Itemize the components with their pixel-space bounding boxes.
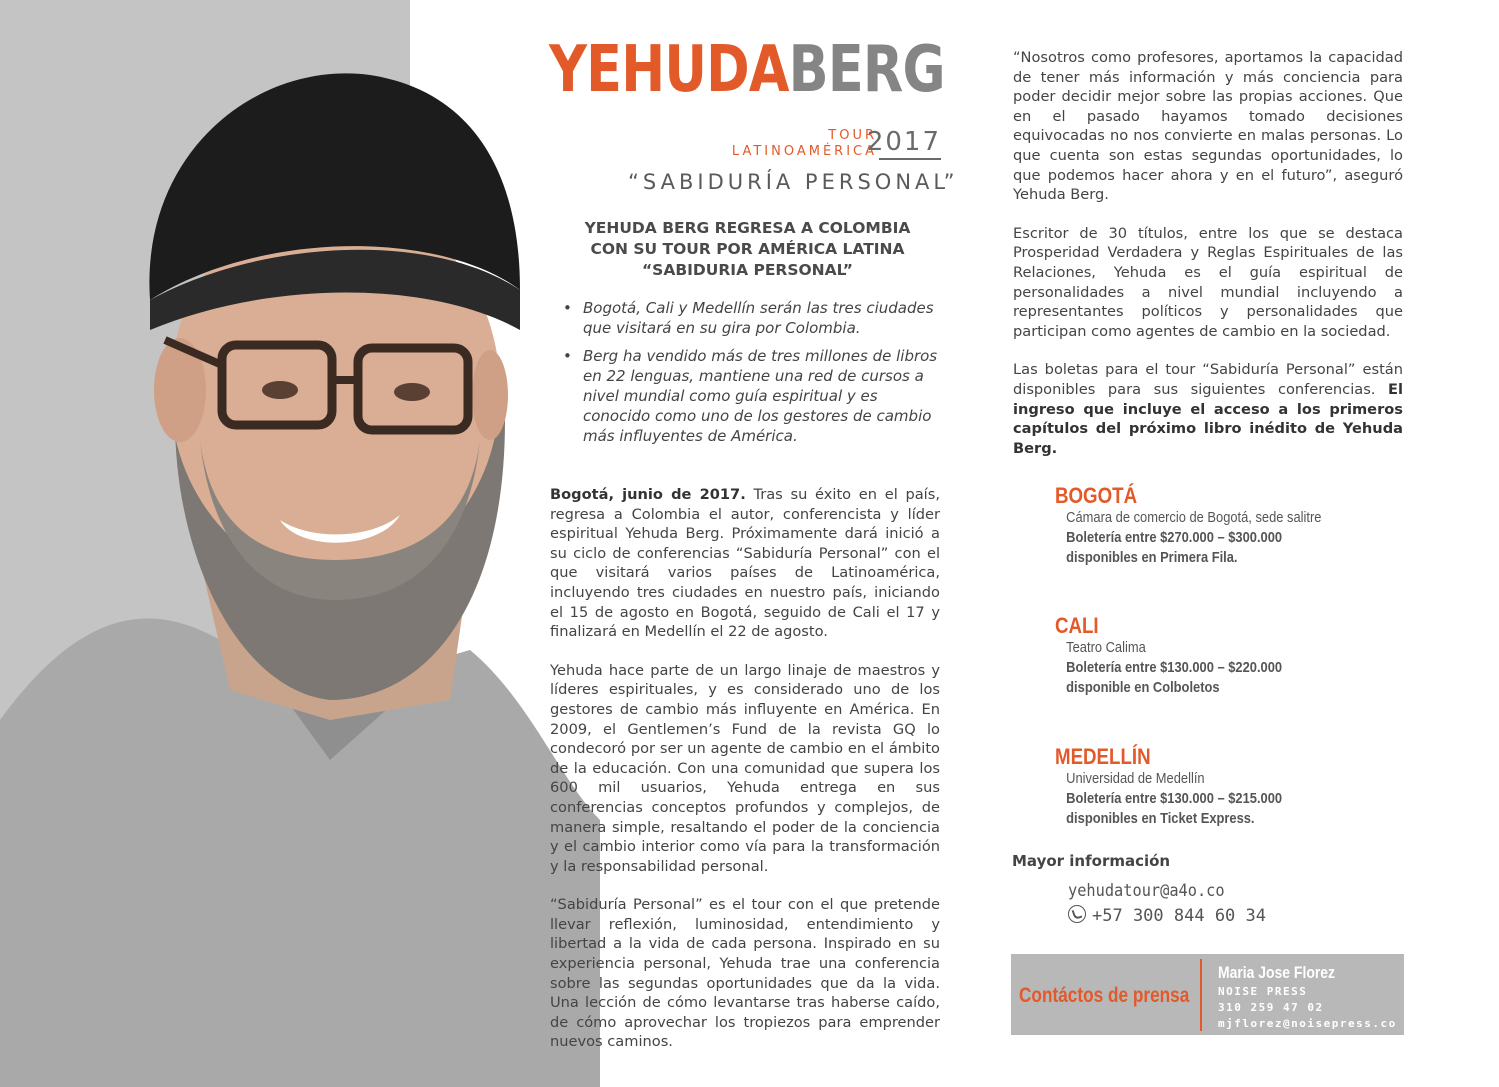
tour-subtitle: “SABIDURÍA PERSONAL”	[628, 170, 959, 194]
press-company: NOISE PRESS	[1218, 985, 1308, 998]
venue-place: Teatro Calima	[1066, 639, 1146, 656]
portrait-photo	[0, 0, 600, 1087]
tour-year: 2017	[866, 127, 941, 157]
venue-medellin	[1055, 745, 1319, 829]
bullet-dot-icon: •	[563, 299, 572, 317]
tour-badge	[727, 128, 941, 160]
venue-sale: disponibles en Ticket Express.	[1066, 810, 1255, 827]
title-last-name: BERG	[788, 33, 945, 107]
venue-city: BOGOTÁ	[1055, 483, 1138, 508]
paragraph-6-text: Las boletas para el tour “Sabiduría Personal” están disponibles para sus siguientes conferencias.	[1013, 361, 1403, 398]
venue-sale: disponible en Colboletos	[1066, 679, 1220, 696]
paragraph-2: Yehuda hace parte de un largo linaje de maestros y líderes espirituales, y es considerado uno de los gestores de cambio más influyente en América. En 2009, el Gentlemen’s Fund de la revista GQ lo condecoró por ser un agente de cambio en el ámbito de la educación. Con una comunidad que supera los 600 mil usuarios, Yehuda entrega en sus conferencias conceptos profundos y complejos, de manera simple, resaltando el poder de la conciencia y el cambio interior como vía para la transformación y la responsabilidad personal.	[550, 661, 940, 875]
press-divider	[1200, 959, 1202, 1031]
dateline: Bogotá, junio de 2017.	[550, 486, 746, 503]
press-contact-name: Maria Jose Florez	[1218, 963, 1335, 982]
press-phone[interactable]: 310 259 47 02	[1218, 1001, 1324, 1014]
paragraph-3: “Sabiduría Personal” es el tour con el que pretende llevar reflexión, luminosidad, entendimiento y libertad a la vida de cada persona. Inspirado en su experiencia personal, Yehuda trae una conferencia sobre las segundas oportunidades que da la vida. Una lección de cómo levantarse tras haberse caído, de cómo aprovechar los tropiezos para emprender nuevos caminos.	[550, 896, 940, 1051]
venue-price: Boletería entre $270.000 – $300.000	[1066, 529, 1283, 546]
contact-email[interactable]: yehudatour@a4o.co	[1068, 881, 1225, 901]
paragraph-4: “Nosotros como profesores, aportamos la capacidad de tener más información y más conciencia para poder decidir mejor sobre las propias acciones. Que en el pasado hayamos tomado decisiones equivocadas no nos convierte en malas personas. Lo que cuenta son estas segundas oportunidades, lo que podemos hacer ahora y en el futuro”, aseguró Yehuda Berg.	[1013, 49, 1403, 204]
body-column-right	[1013, 48, 1403, 477]
venue-sale: disponibles en Primera Fila.	[1066, 549, 1238, 566]
press-email[interactable]: mjflorez@noisepress.co	[1218, 1017, 1397, 1030]
paragraph-6-bold: El ingreso que incluye el acceso a los primeros capítulos del próximo libro inédito de Yehuda Berg.	[1013, 380, 1403, 457]
headline-line-1: YEHUDA BERG REGRESA A COLOMBIA	[584, 219, 911, 237]
more-info-title: Mayor información	[1012, 852, 1171, 870]
tour-region: LATINOAMÉRICA	[731, 144, 877, 159]
contact-phone-number: +57 300 844 60 34	[1092, 906, 1266, 926]
venue-bogota	[1055, 484, 1365, 568]
main-title	[549, 33, 945, 107]
bullet-dot-icon: •	[563, 347, 572, 365]
venue-price: Boletería entre $130.000 – $215.000	[1066, 790, 1283, 807]
bullet-text: Berg ha vendido más de tres millones de libros en 22 lenguas, mantiene una red de cursos a nivel mundial como guía espiritual y es conocido como uno de los gestores de cambio más influyentes de América.	[583, 347, 938, 445]
whatsapp-icon	[1068, 905, 1086, 923]
venue-city: MEDELLÍN	[1055, 744, 1151, 769]
press-contact-box	[1011, 954, 1404, 1035]
contact-phone[interactable]	[1068, 905, 1266, 926]
tour-underline	[879, 158, 941, 160]
venue-place: Cámara de comercio de Bogotá, sede salitre	[1066, 509, 1322, 526]
venue-cali	[1055, 614, 1319, 698]
venue-price: Boletería entre $130.000 – $220.000	[1066, 659, 1283, 676]
headline-line-2: CON SU TOUR POR AMÉRICA LATINA	[590, 240, 905, 258]
bullet-item	[563, 298, 948, 338]
bullet-item	[563, 346, 948, 446]
bullet-text: Bogotá, Cali y Medellín serán las tres ciudades que visitará en su gira por Colombia.	[583, 299, 934, 337]
highlight-bullets	[563, 298, 948, 454]
title-first-name: YEHUDA	[549, 33, 789, 107]
press-label: Contáctos de prensa	[1019, 984, 1190, 1007]
venue-place: Universidad de Medellín	[1066, 770, 1205, 787]
headline-line-3: “SABIDURIA PERSONAL”	[641, 261, 853, 279]
paragraph-6	[1013, 360, 1403, 458]
paragraph-1-text: Tras su éxito en el país, regresa a Colombia el autor, conferencista y líder espiritual Yehuda Berg. Próximamente dará inició a su ciclo de conferencias “Sabiduría Personal” con el que visitará varios países de Latinoamérica, incluyendo tres ciudades en nuestro país, iniciando el 15 de agosto en Bogotá, seguido de Cali el 17 y finalizará en Medellín el 22 de agosto.	[550, 486, 940, 641]
paragraph-1	[550, 485, 940, 642]
paragraph-5: Escritor de 30 títulos, entre los que se destaca Prosperidad Verdadera y Reglas Espirituales de las Relaciones, Yehuda es el guía espiritual de personalidades a nivel mundial incluyendo a representantes políticos y personalidades que participan como agentes de cambio en la sociedad.	[1013, 224, 1403, 340]
headline	[555, 218, 940, 281]
venue-city: CALI	[1055, 613, 1099, 638]
body-column-left	[550, 485, 940, 1071]
tour-word: TOUR	[828, 128, 877, 143]
